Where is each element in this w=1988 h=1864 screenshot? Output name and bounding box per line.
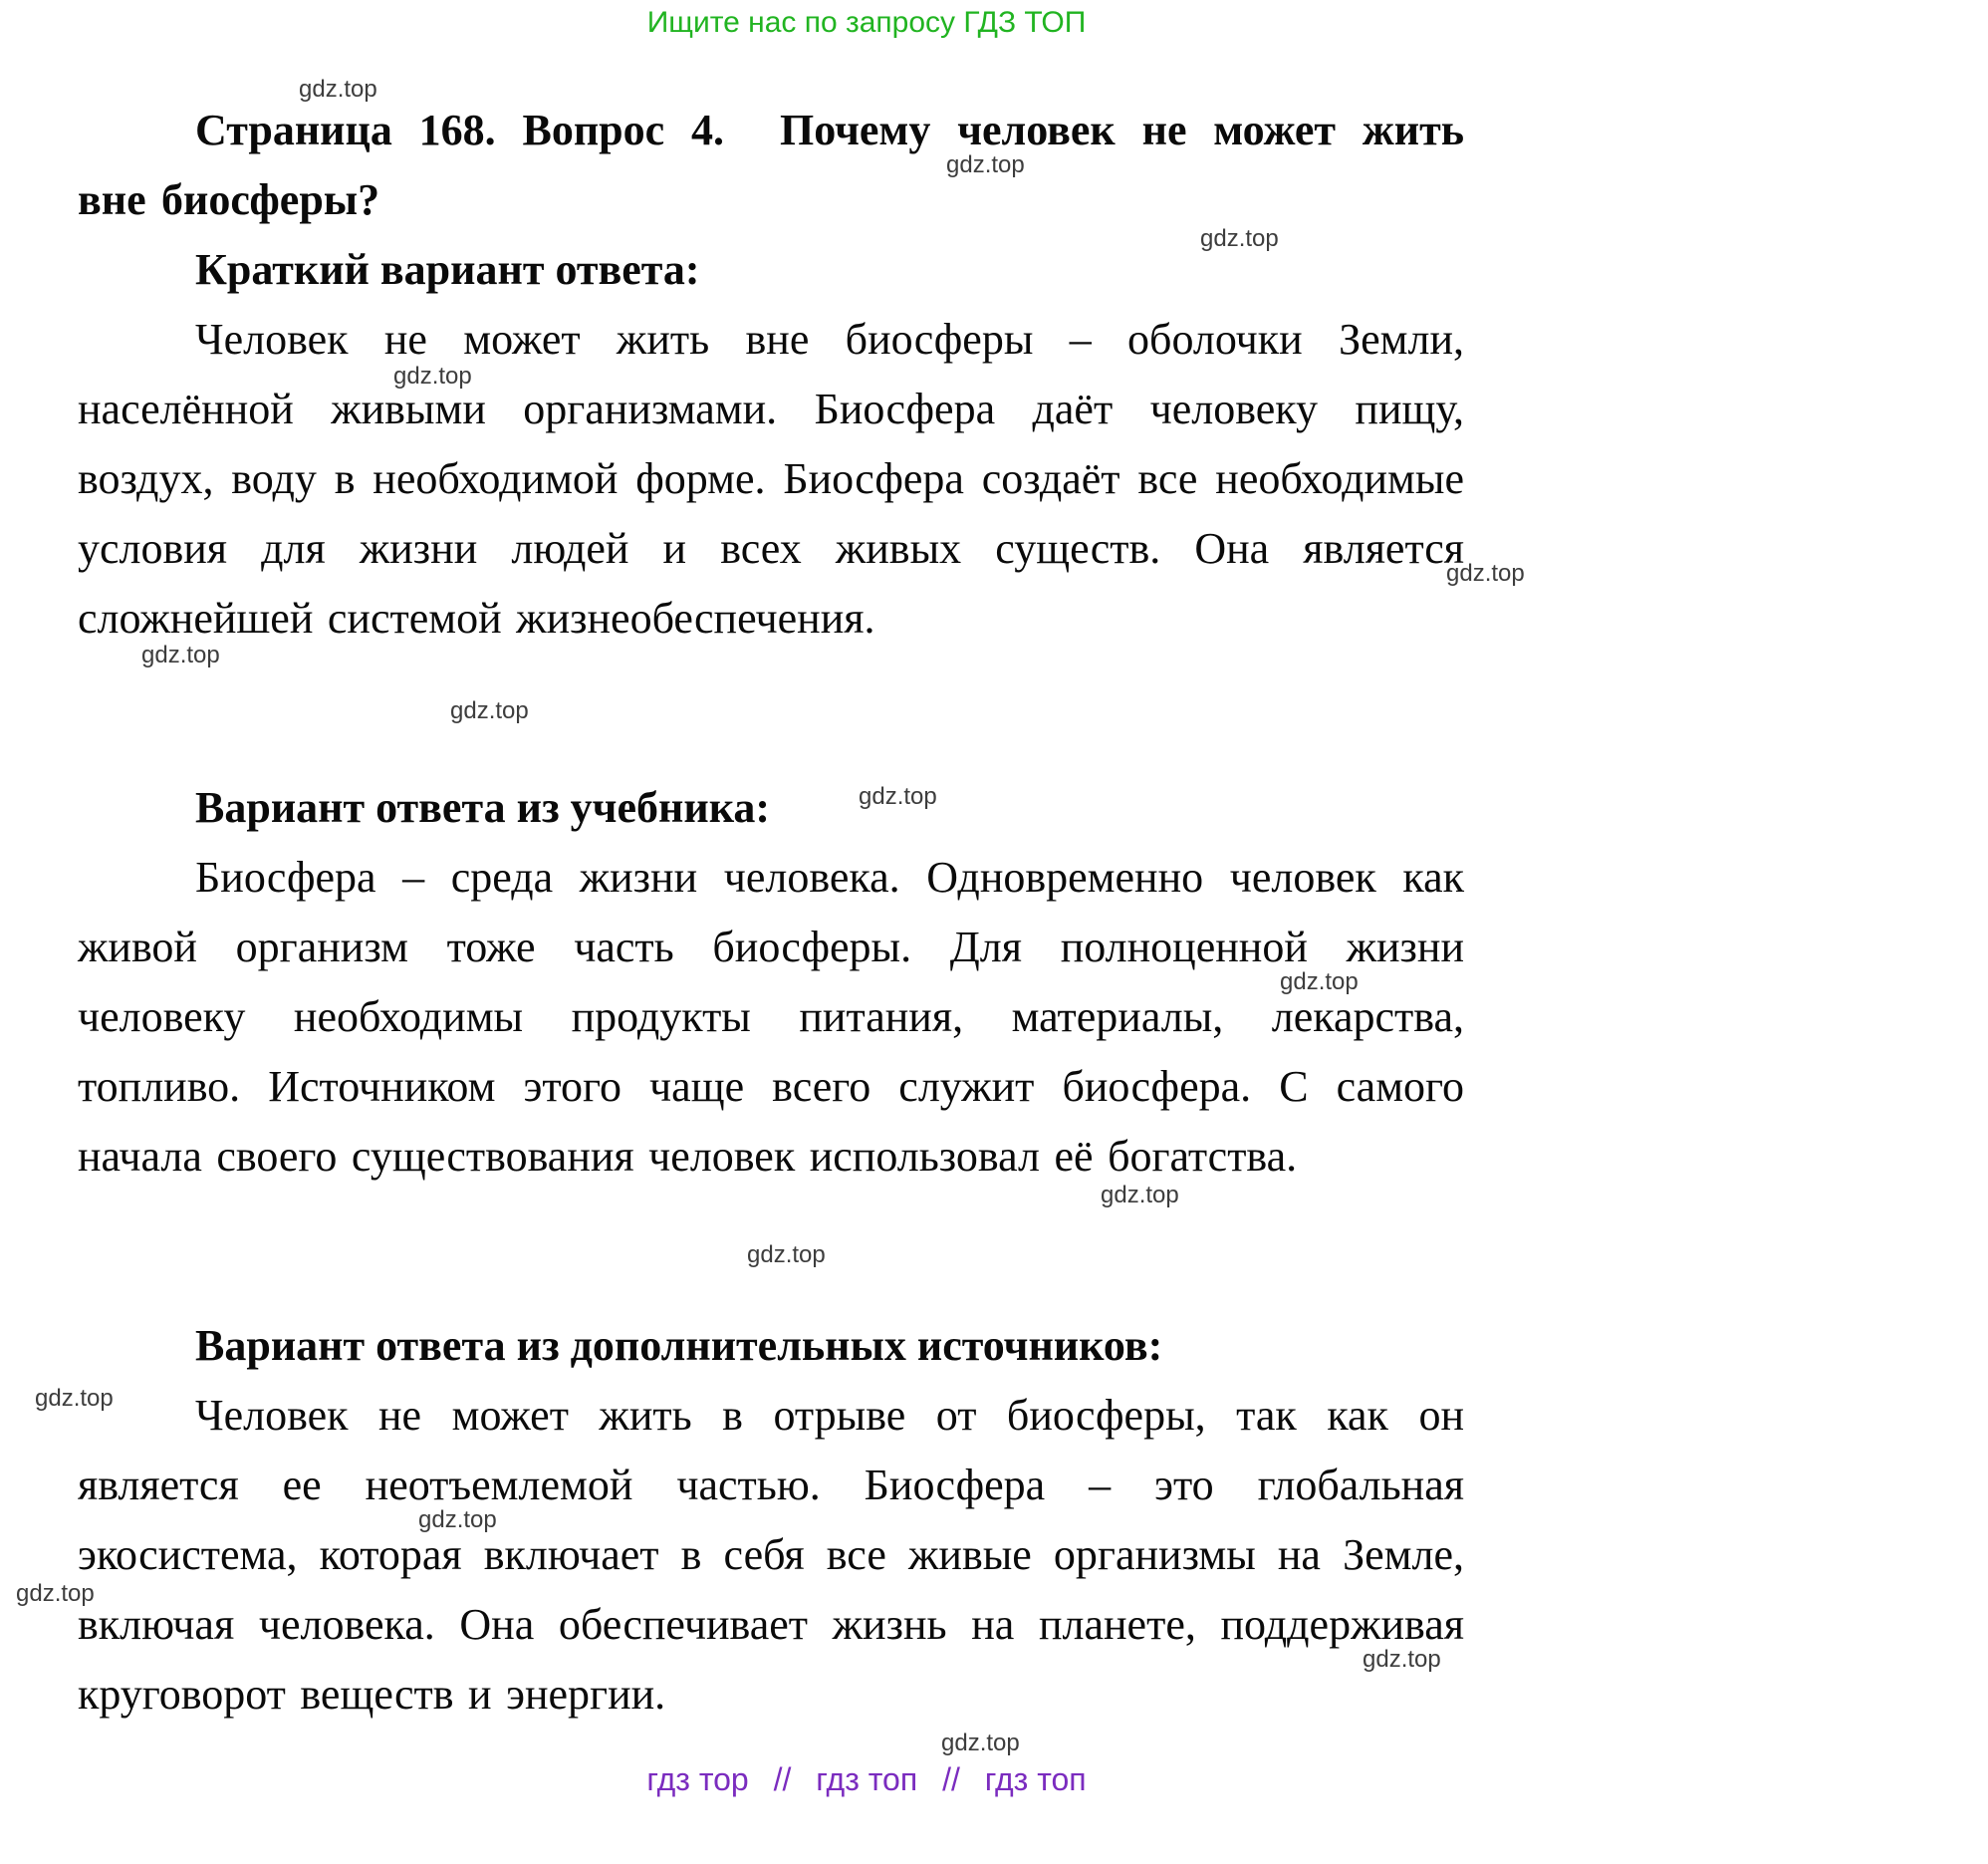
section-body-short-answer: Человек не может жить вне биосферы – оболочки Земли, населённой живыми организмами. Биосфера даёт человеку пищу, воздух, воду в необходимой форме. Биосфера создаёт все необходимые условия для жизни людей и всех живых существ. Она является сложнейшей системой жизнеобеспечения. (78, 315, 1464, 643)
watermark: gdz.top (393, 363, 472, 390)
watermark: gdz.top (747, 1241, 826, 1268)
watermark: gdz.top (299, 76, 377, 103)
footer-links (0, 1761, 1733, 1798)
watermark: gdz.top (1280, 968, 1359, 995)
document-body (78, 96, 1464, 1730)
section-body-additional-sources: Человек не может жить в отрыве от биосферы, так как он является ее неотъемлемой частью. Биосфера – это глобальная экосистема, которая включает в себя все живые организмы на Земле, включая человека. Она обеспечивает жизнь на планете, поддерживая круговорот веществ и энергии. (78, 1391, 1464, 1719)
title-page-question-number: Страница 168. Вопрос 4. (195, 106, 724, 154)
section-heading-textbook-answer: Вариант ответа из учебника: (195, 783, 771, 832)
section-additional-sources-answer (78, 1311, 1464, 1730)
footer-link-3[interactable]: гдз топ (984, 1761, 1087, 1797)
watermark: gdz.top (1363, 1646, 1441, 1673)
section-short-answer (78, 235, 1464, 654)
watermark: gdz.top (141, 642, 220, 668)
section-body-textbook-answer: Биосфера – среда жизни человека. Одновременно человек как живой организм тоже часть биосферы. Для полноценной жизни человеку необходимы продукты питания, материалы, лекарства, топливо. Источником этого чаще всего служит биосфера. С самого начала своего существования человек использовал её богатства. (78, 853, 1464, 1181)
title-question-text: Почему человек не может жить вне биосферы? (78, 106, 1464, 224)
section-heading-additional-sources: Вариант ответа из дополнительных источников: (195, 1321, 1163, 1370)
watermark: gdz.top (941, 1730, 1020, 1756)
footer-separator: // (773, 1761, 792, 1797)
watermark: gdz.top (1446, 560, 1525, 587)
watermark: gdz.top (859, 783, 937, 810)
watermark: gdz.top (418, 1506, 497, 1533)
watermark: gdz.top (450, 697, 529, 724)
section-heading-short-answer: Краткий вариант ответа: (195, 245, 700, 294)
footer-separator: // (942, 1761, 960, 1797)
top-banner: Ищите нас по запросу ГДЗ ТОП (646, 6, 1087, 39)
watermark: gdz.top (35, 1385, 114, 1412)
watermark: gdz.top (1101, 1182, 1179, 1208)
section-textbook-answer (78, 773, 1464, 1192)
watermark: gdz.top (16, 1580, 95, 1607)
footer-link-2[interactable]: гдз топ (816, 1761, 918, 1797)
watermark: gdz.top (1200, 225, 1279, 252)
watermark: gdz.top (946, 151, 1025, 178)
page-title (78, 96, 1464, 235)
footer-link-1[interactable]: гдз тор (646, 1761, 749, 1797)
